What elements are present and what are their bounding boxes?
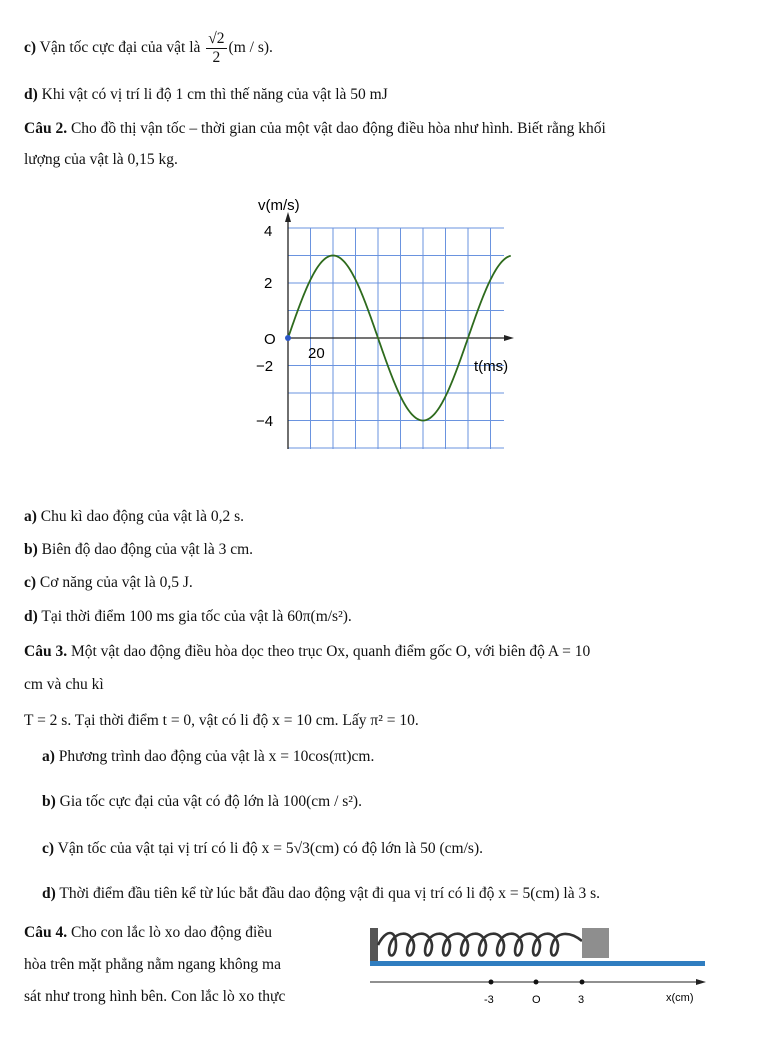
item-text: Gia tốc cực đại của vật có độ lớn là 100(cm / s²). [59, 793, 362, 810]
item-label: a) [42, 748, 55, 765]
question-label: Câu 3. [24, 643, 68, 660]
spring-coil [378, 933, 582, 956]
item-c-max-velocity [24, 30, 273, 67]
unit-text: (m / s). [228, 39, 273, 57]
item-text: Cơ năng của vật là 0,5 J. [39, 574, 193, 591]
question-3-line-2 [24, 676, 104, 694]
item-text: Chu kì dao động của vật là 0,2 s. [40, 508, 244, 525]
tick-dot-3 [580, 980, 585, 985]
y-tick-minus-4: −4 [256, 413, 274, 430]
y-tick-4: 4 [264, 223, 273, 240]
item-label: c) [24, 574, 37, 591]
spring-mass-figure [360, 925, 710, 1040]
mass-block [582, 928, 609, 958]
axis-label: x(cm) [666, 992, 694, 1004]
item-text: Vận tốc cực đại của vật là [39, 39, 201, 57]
question-label: Câu 4. [24, 924, 68, 941]
origin-dot [285, 335, 291, 341]
y-axis-label: v(m/s) [258, 197, 300, 214]
item-label: d) [42, 885, 56, 902]
question-text: hòa trên mặt phẳng nằm ngang không ma [24, 956, 281, 973]
fraction-numerator: √2 [208, 30, 225, 47]
item-text: Vận tốc của vật tại vị trí có li độ x = 5√3(cm) có độ lớn là 50 (cm/s). [57, 840, 483, 857]
tick-dot-minus-3 [489, 980, 494, 985]
question-text: Một vật dao động điều hòa dọc theo trục Ox, quanh điểm gốc O, với biên độ A = 10 [70, 643, 591, 660]
question-3-item-c [42, 840, 483, 858]
question-2-item-b [24, 541, 253, 559]
question-3-line-3 [24, 712, 419, 730]
x-tick-20: 20 [308, 345, 325, 362]
x-axis-arrow [696, 979, 706, 985]
velocity-time-chart [250, 192, 530, 457]
item-text: Biên độ dao động của vật là 3 cm. [41, 541, 254, 558]
y-tick-minus-2: −2 [256, 358, 274, 375]
item-text: Tại thời điểm 100 ms gia tốc của vật là 60π(m/s²). [41, 608, 352, 625]
question-text: lượng của vật là 0,15 kg. [24, 151, 178, 168]
item-label: b) [42, 793, 56, 810]
item-text: Phương trình dao động của vật là x = 10cos(πt)cm. [58, 748, 375, 765]
question-4-line-2 [24, 956, 281, 974]
item-label: d) [24, 86, 38, 103]
fraction [206, 30, 226, 67]
origin-label: O [264, 331, 276, 348]
question-2-item-a [24, 508, 244, 526]
fraction-denominator: 2 [212, 49, 221, 66]
question-3-item-b [42, 793, 362, 811]
item-label: a) [24, 508, 37, 525]
question-2-line-2 [24, 151, 178, 169]
tick-label-origin: O [532, 994, 541, 1006]
item-label: b) [24, 541, 38, 558]
question-2-item-d [24, 608, 352, 626]
tick-label-3: 3 [578, 994, 585, 1006]
floor-surface [370, 961, 705, 966]
question-text: cm và chu kì [24, 676, 104, 693]
x-axis-arrow [504, 335, 514, 341]
question-text: Cho đồ thị vận tốc – thời gian của một vật dao động điều hòa như hình. Biết rằng khối [70, 120, 606, 137]
question-4-line-1 [24, 924, 272, 942]
y-tick-2: 2 [264, 275, 273, 292]
question-2-line-1 [24, 120, 606, 138]
question-3-line-1 [24, 643, 590, 661]
question-4-line-3 [24, 988, 285, 1006]
item-label: c) [24, 39, 37, 57]
tick-dot-origin [534, 980, 539, 985]
item-d-potential-energy [24, 86, 388, 104]
question-2-item-c [24, 574, 193, 592]
question-3-item-a [42, 748, 374, 766]
item-text: Khi vật có vị trí li độ 1 cm thì thế năng của vật là 50 mJ [41, 86, 388, 103]
wall [370, 928, 378, 962]
question-text: T = 2 s. Tại thời điểm t = 0, vật có li độ x = 10 cm. Lấy π² = 10. [24, 712, 419, 729]
item-label: c) [42, 840, 55, 857]
question-label: Câu 2. [24, 120, 68, 137]
tick-label-minus-3: -3 [484, 994, 494, 1006]
item-label: d) [24, 608, 38, 625]
item-text: Thời điểm đầu tiên kể từ lúc bắt đầu dao động vật đi qua vị trí có li độ x = 5(cm) là 3 s. [59, 885, 600, 902]
question-3-item-d [42, 885, 600, 903]
question-text: sát như trong hình bên. Con lắc lò xo thực [24, 988, 286, 1005]
question-text: Cho con lắc lò xo dao động điều [70, 924, 272, 941]
x-axis-label: t(ms) [474, 358, 509, 375]
